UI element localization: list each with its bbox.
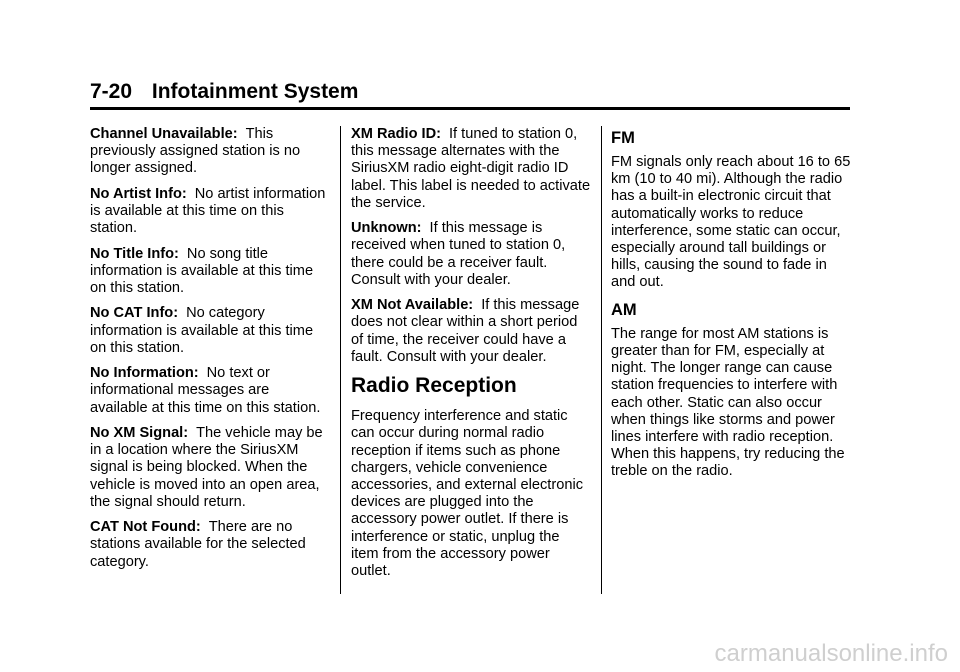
term-label: No XM Signal: bbox=[90, 424, 189, 441]
definition-no-information bbox=[90, 365, 330, 417]
term-text: No artist information is available at this time on this station. bbox=[90, 185, 326, 237]
term-text: If tuned to station 0, this message alternates with the SiriusXM radio eight-digit radio ID label. This label is needed to activate the service. bbox=[351, 126, 591, 211]
fm-paragraph: FM signals only reach about 16 to 65 km (10 to 40 mi). Although the radio has a built-in electronic circuit that automatically works to reduce interference, some static can occur, especially around tall buildings or hills, causing the sound to fade in and out. bbox=[611, 154, 851, 291]
term-text: If this message is received when tuned to station 0, there could be a receiver fault. Consult with your dealer. bbox=[351, 220, 566, 288]
watermark-logo: carmanualsonline.info bbox=[714, 640, 948, 667]
definition-xm-radio-id bbox=[351, 126, 591, 212]
term-label: Unknown: bbox=[351, 220, 422, 237]
term-label: Channel Unavailable: bbox=[90, 126, 238, 142]
term-label: No Artist Info: bbox=[90, 185, 187, 202]
term-text: No category information is available at this time on this station. bbox=[90, 305, 314, 356]
definition-xm-not-available bbox=[351, 297, 591, 366]
column-divider bbox=[601, 126, 602, 594]
term-text: This previously assigned station is no longer assigned. bbox=[90, 126, 301, 177]
term-text: No song title information is available at this time on this station. bbox=[90, 245, 314, 296]
term-text: There are no stations available for the selected category. bbox=[90, 519, 306, 570]
definition-cat-not-found bbox=[90, 519, 330, 571]
term-label: CAT Not Found: bbox=[90, 519, 201, 536]
column-right bbox=[611, 126, 855, 489]
subheading-am: AM bbox=[611, 300, 637, 319]
am-paragraph: The range for most AM stations is greater than for FM, especially at night. The longer range can cause station frequencies to interfere with each other. Static can also occur when things like storms and power lines interfere with radio reception. When this happens, try reducing the treble on the radio. bbox=[611, 325, 845, 480]
section-paragraph: Frequency interference and static can occur during normal radio reception if items such as phone chargers, vehicle convenience accessories, and external electronic devices are plugged into the accessory power outlet. If there is interference or static, unplug the item from the accessory power outlet. bbox=[351, 408, 583, 580]
term-text: The vehicle may be in a location where the SiriusXM signal is being blocked. When the vehicle is moved into an open area, the signal should return. bbox=[90, 424, 323, 510]
page-number: 7-20 bbox=[90, 80, 133, 103]
term-label: No Title Info: bbox=[90, 245, 179, 262]
definition-no-xm-signal bbox=[90, 425, 330, 511]
section-heading-radio-reception: Radio Reception bbox=[351, 374, 517, 398]
chapter-title: Infotainment System bbox=[151, 80, 359, 103]
subheading-fm: FM bbox=[611, 129, 635, 147]
definition-no-title-info bbox=[90, 246, 330, 298]
page-header bbox=[90, 80, 850, 110]
column-middle bbox=[351, 126, 591, 588]
definition-no-artist-info bbox=[90, 186, 330, 238]
term-label: XM Not Available: bbox=[351, 297, 474, 314]
term-label: No Information: bbox=[90, 365, 199, 382]
term-text: No text or informational messages are available at this time on this station. bbox=[90, 365, 321, 416]
definition-unknown bbox=[351, 220, 591, 289]
definition-no-cat-info bbox=[90, 305, 330, 357]
term-label: No CAT Info: bbox=[90, 305, 179, 322]
column-left bbox=[90, 126, 330, 579]
term-text: If this message does not clear within a short period of time, the receiver could have a fault. Consult with your dealer. bbox=[351, 297, 580, 365]
column-divider bbox=[340, 126, 341, 594]
term-label: XM Radio ID: bbox=[351, 126, 441, 142]
definition-channel-unavailable bbox=[90, 126, 330, 178]
